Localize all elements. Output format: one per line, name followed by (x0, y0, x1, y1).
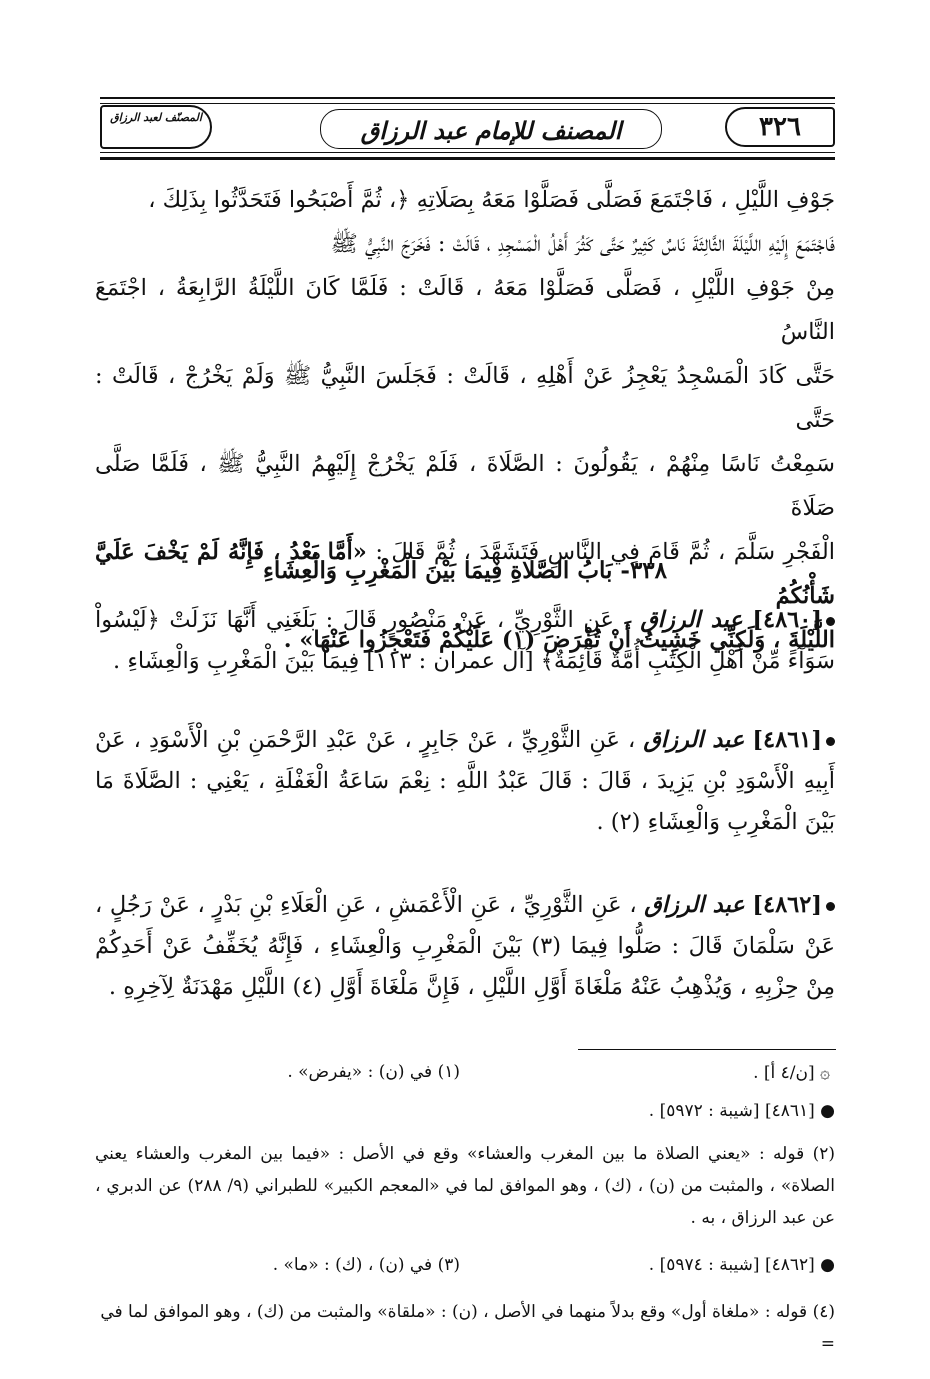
narrator-name: عبد الرزاق (640, 607, 743, 633)
narrator-name: عبد الرزاق (644, 892, 745, 918)
title-cartouche (320, 109, 662, 149)
footnote-2: (٢) قوله : «يعني الصلاة ما بين المغرب والعشاء» وقع في الأصل : «فيما بين المغرب والعشاء يعني الصلاة» ، والمثبت من (ن) ، (ك) ، وهو الموافق لما في «المعجم الكبير» للطبراني (٩/ ٢٨٨) عن الدبري ، عن عبد الرزاق ، به . (95, 1144, 835, 1228)
footnote-reference: ● [٤٨٦١] [شيبة : ٥٩٧٢] . (648, 1101, 835, 1121)
bullet-icon (826, 737, 835, 746)
text-line: جَوْفِ اللَّيْلِ ، فَاجْتَمَعَ فَصَلَّى فَصَلَّوْا مَعَهُ بِصَلَاتِهِ ﴿، ثُمَّ أَصْبَحُوا فَتَحَدَّثُوا بِذَلِكَ ، (148, 187, 835, 213)
emblem-text: المصنّف لعبد الرزاق (110, 111, 202, 124)
chapter-heading: ٣٣٨- بَابُ الصَّلَاةِ فِيمَا بَيْنَ الْمَغْرِبِ وَالْعِشَاءِ (263, 557, 667, 584)
bullet-icon (826, 902, 835, 911)
page-number-box (725, 107, 835, 147)
book-title: المصنف للإمام عبد الرزاق (360, 116, 622, 145)
footnote-1: (١) في (ن) : «يفرض» . (287, 1062, 460, 1082)
hadith-quote: «أَمَّا بَعْدُ ، فَإِنَّهُ لَمْ يَخْفَ عَلَيَّ شَأْنُكُمُ (95, 539, 835, 609)
opening-paragraph (95, 178, 835, 662)
hadith-number: [٤٨٦١] (752, 727, 823, 753)
page-header (100, 97, 835, 160)
footnote-separator (578, 1049, 836, 1050)
text-line: سَمِعْتُ نَاسًا مِنْهُمْ ، يَقُولُونَ : الصَّلَاةَ ، فَلَمْ يَخْرُجْ إِلَيْهِمُ النَّبِيُّ ﷺ ، فَلَمَّا صَلَّى صَلَاةَ (95, 451, 835, 521)
hadith-text: ، عَنِ الثَّوْرِيِّ ، عَنْ جَابِرٍ ، عَنْ عَبْدِ الرَّحْمَنِ بْنِ الْأَسْوَدِ ، عَنْ أَبِيهِ الْأَسْوَدِ بْنِ يَزِيدَ ، قَالَ : قَالَ عَبْدُ اللَّهِ : نِعْمَ سَاعَةُ الْغَفْلَةِ ، يَعْنِي : الصَّلَاةَ مَا بَيْنَ الْمَغْرِبِ وَالْعِشَاءِ (٢) . (95, 727, 835, 835)
hadith-text: ، عَنِ الثَّوْرِيِّ ، عَنِ الْأَعْمَشِ ، عَنِ الْعَلَاءِ بْنِ بَدْرٍ ، عَنْ رَجُلٍ ، عَنْ سَلْمَانَ قَالَ : صَلُّوا فِيمَا (٣) بَيْنَ الْمَغْرِبِ وَالْعِشَاءِ ، فَإِنَّهُ يُخَفِّفُ عَنْ أَحَدِكُمْ مِنْ حِزْبِهِ ، وَيُذْهِبُ عَنْهُ مَلْغَاةَ أَوَّلِ اللَّيْلِ ، فَإِنَّ مَلْغَاةَ أَوَّلِ (٤) اللَّيْلِ مَهْدَنَةٌ لِآخِرِهِ . (95, 892, 835, 1000)
hadith-entry (95, 885, 835, 1008)
hadith-text: ، عَنِ الثَّوْرِيِّ ، عَنْ مَنْصُورٍ قَالَ : بَلَغَنِي أَنَّهَا نَزَلَتْ ﴿لَيْسُواْ سَوَآءً مِّنْ أَهْلِ الْكِتَٰبِ أُمَّةٌ قَآئِمَةٌ﴾ [آل عمران : ١١٣] فِيمَا بَيْنَ الْمَغْرِبِ وَالْعِشَاءِ . (95, 607, 835, 674)
footnote-3: (٣) في (ن) ، (ك) : «ما» . (272, 1255, 460, 1275)
text-line: مِنْ جَوْفِ اللَّيْلِ ، فَصَلَّى فَصَلَّوْا مَعَهُ ، قَالَتْ : فَلَمَّا كَانَ اللَّيْلَةُ الرَّابِعَةُ ، اجْتَمَعَ النَّاسُ (95, 275, 835, 345)
text-line: حَتَّى كَادَ الْمَسْجِدُ يَعْجِزُ عَنْ أَهْلِهِ ، قَالَتْ : فَجَلَسَ النَّبِيُّ ﷺ وَلَمْ يَخْرُجْ ، قَالَتْ : حَتَّى (95, 363, 835, 433)
page-number: ٣٢٦ (759, 112, 801, 142)
hadith-entry (95, 720, 835, 843)
hadith-entry (95, 600, 835, 682)
bullet-icon (826, 617, 835, 626)
narrator-name: عبد الرزاق (643, 727, 745, 753)
text-span: الْفَجْرِ سَلَّمَ ، ثُمَّ قَامَ فِي النَّاسِ فَتَشَهَّدَ ، ثُمَّ قَالَ : (375, 539, 835, 565)
footnote-4: (٤) قوله : «ملغاة أول» وقع بدلاً منهما في الأصل ، (ن) : «ملقاة» والمثبت من (ك) ، وهو الموافق لما في = (100, 1302, 835, 1354)
text-line: اللَّيْلَةَ ، وَلَكِنِّي خَشِيتُ أَنْ تُفْرَضَ (١) عَلَيْكُمْ فَتَعْجِزُوا عَنْهَا» . (283, 627, 835, 653)
footnote-reference: ● [٤٨٦٢] [شيبة : ٥٩٧٤] . (648, 1255, 835, 1275)
book-emblem (100, 105, 212, 149)
text-line: فَاجْتَمَعَ إِلَيْهِ اللَّيْلَةَ الثَّالِثَةَ نَاسٌ كَثِيرٌ حَتَّى كَثُرَ أَهْلُ الْمَسْجِدِ ، قَالَتْ : فَخَرَجَ النَّبِيُّ ﷺ (330, 231, 835, 257)
hadith-number: [٤٨٦٢] (752, 892, 822, 918)
footnote-marker: ۞ [ن/٤ أ] . (753, 1063, 830, 1083)
hadith-number: [٤٨٦٠] (752, 607, 822, 633)
